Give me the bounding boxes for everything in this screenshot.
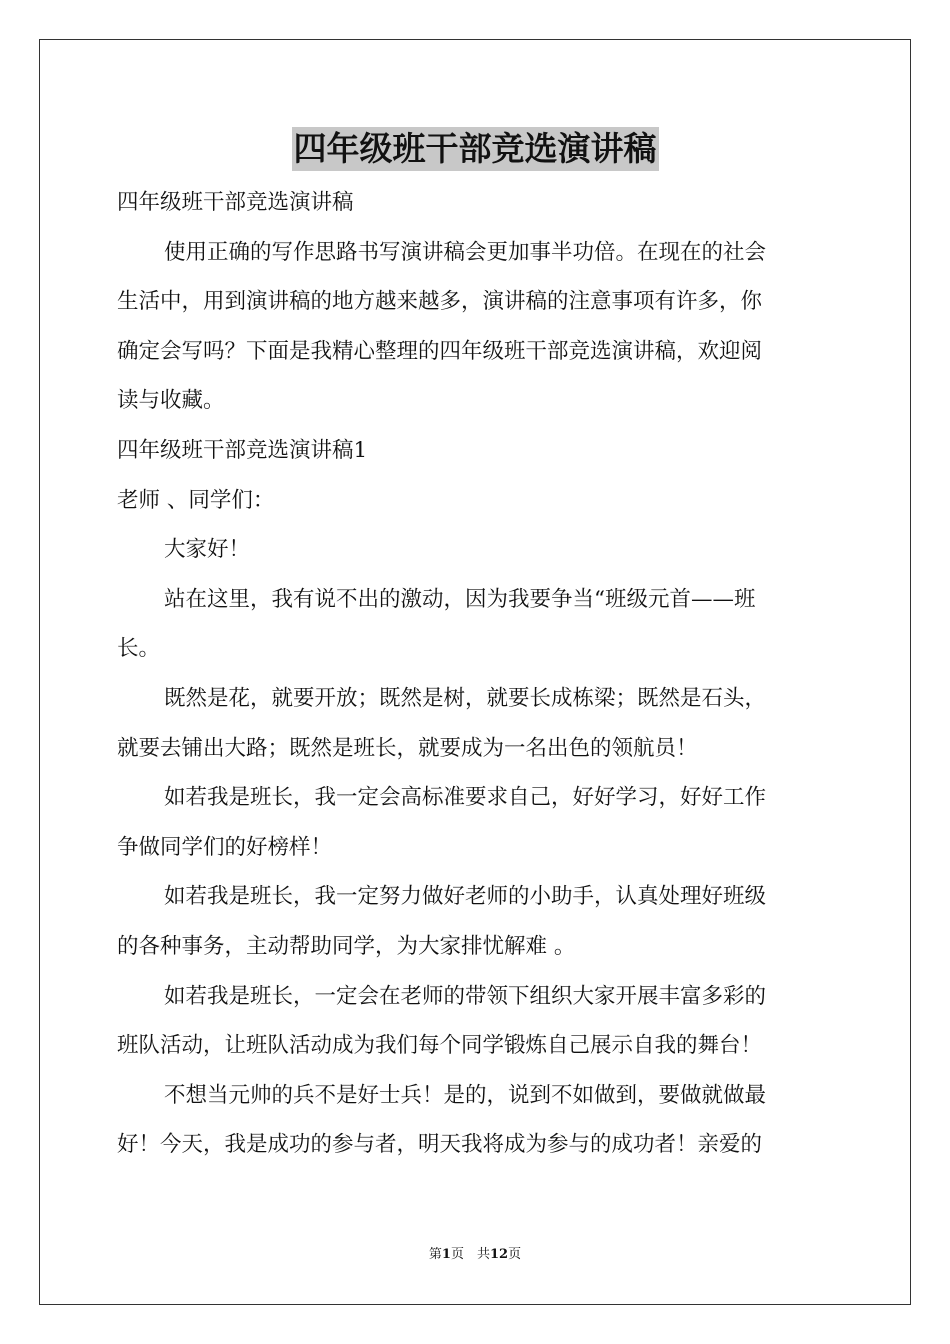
text-line: 生活中，用到演讲稿的地方越来越多，演讲稿的注意事项有许多，你 [117, 289, 763, 315]
text-line: 班队活动，让班队活动成为我们每个同学锻炼自己展示自我的舞台！ [117, 1033, 763, 1059]
page-number-prefix: 第 [428, 1247, 442, 1262]
text-line: 站在这里，我有说不出的激动，因为我要争当“班级元首——班 [164, 586, 756, 612]
text-line: 读与收藏。 [117, 388, 225, 414]
page-number-current: 1 [441, 1247, 451, 1262]
text-line: 大家好！ [164, 537, 251, 563]
document-title: 四年级班干部竞选演讲稿 [292, 127, 659, 171]
page-number-suffix: 页 [508, 1247, 522, 1262]
text-line: 如若我是班长，我一定会高标准要求自己，好好学习，好好工作 [164, 785, 767, 811]
page-number-mid: 页 共 [450, 1247, 490, 1262]
text-line: 四年级班干部竞选演讲稿1 [117, 437, 368, 463]
text-line: 确定会写吗？下面是我精心整理的四年级班干部竞选演讲稿，欢迎阅 [117, 338, 763, 364]
text-line: 使用正确的写作思路书写演讲稿会更加事半功倍。在现在的社会 [164, 239, 767, 265]
text-line: 的各种事务，主动帮助同学，为大家排忧解难 。 [117, 933, 576, 959]
text-line: 就要去铺出大路；既然是班长，就要成为一名出色的领航员！ [117, 735, 698, 761]
text-line: 如若我是班长，我一定努力做好老师的小助手，认真处理好班级 [164, 884, 767, 910]
page-footer [0, 1246, 950, 1264]
text-line: 老师 、同学们： [117, 487, 275, 513]
text-line: 既然是花，就要开放；既然是树，就要长成栋梁；既然是石头， [164, 685, 767, 711]
page-number-total: 12 [489, 1247, 509, 1262]
text-line: 长。 [117, 636, 161, 662]
document-body [117, 178, 835, 1170]
text-line: 好！今天，我是成功的参与者，明天我将成为参与的成功者！亲爱的 [117, 1132, 763, 1158]
text-line: 如若我是班长，一定会在老师的带领下组织大家开展丰富多彩的 [164, 983, 767, 1009]
text-line: 不想当元帅的兵不是好士兵！是的，说到不如做到，要做就做最 [164, 1082, 767, 1108]
title-container [0, 127, 950, 171]
text-line: 四年级班干部竞选演讲稿 [117, 190, 354, 215]
text-line: 争做同学们的好榜样！ [117, 834, 333, 860]
